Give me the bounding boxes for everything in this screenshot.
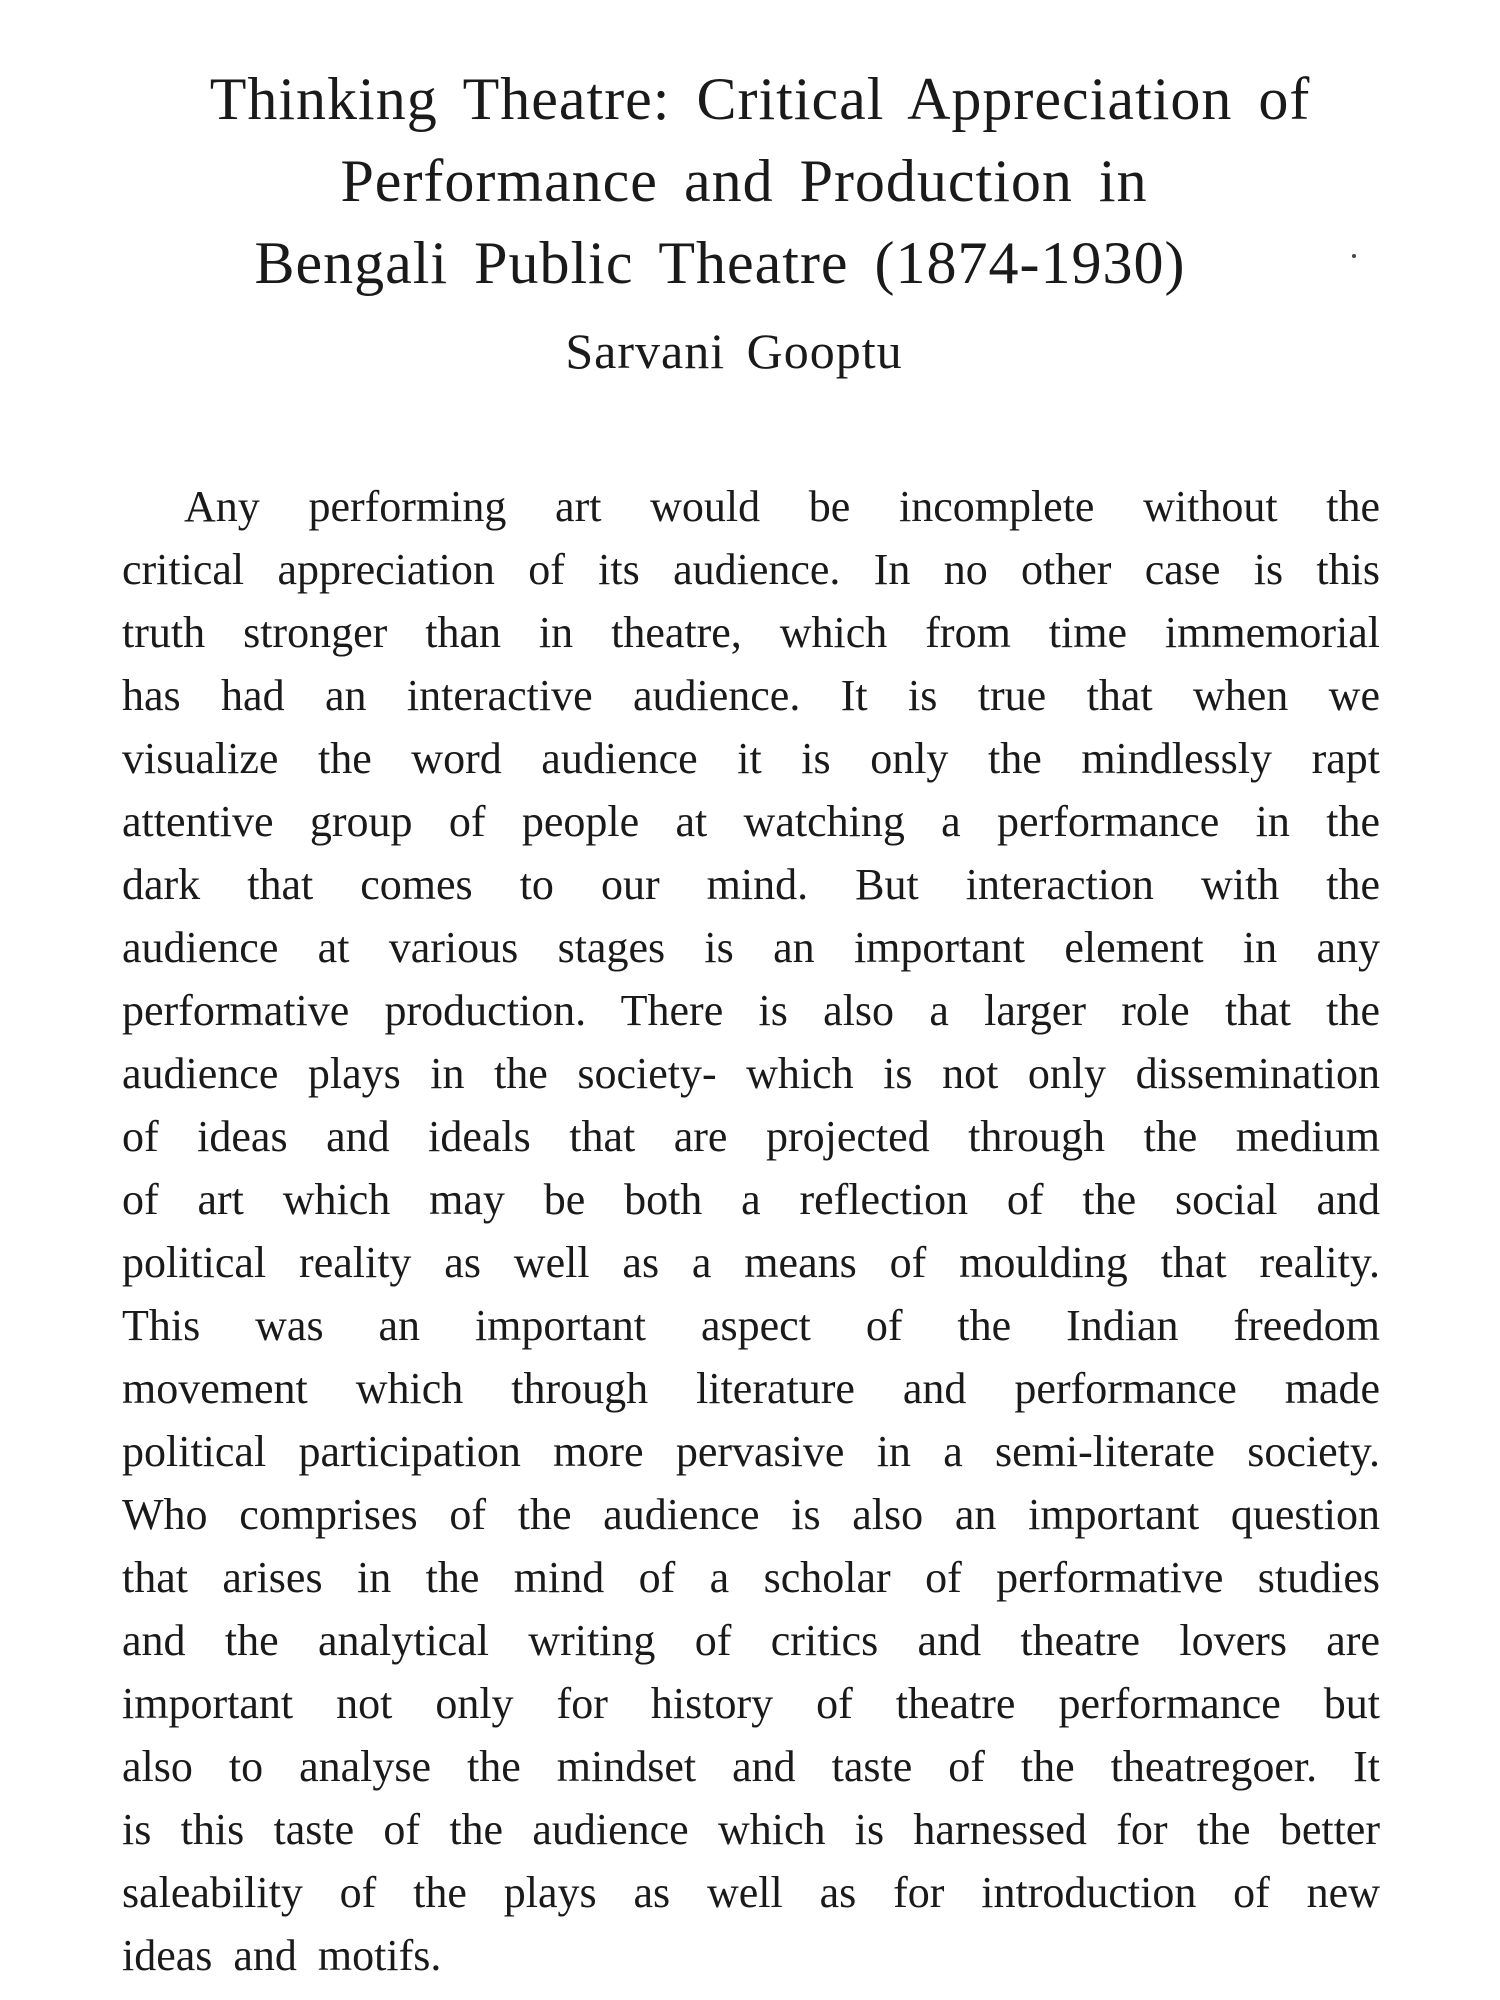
body-line: Who comprises of the audience is also an important question [122, 1490, 1380, 1539]
title-line-3: Bengali Public Theatre (1874-1930) [254, 230, 1186, 296]
body-line: ideas and motifs. [122, 1931, 442, 1980]
body-line: truth stronger than in theatre, which from time immemorial [122, 608, 1380, 657]
body-line: critical appreciation of its audience. In no other case is this [122, 545, 1380, 594]
body-paragraph [122, 475, 1380, 1987]
body-line: political participation more pervasive in a semi-literate society. [122, 1427, 1380, 1476]
body-line: of ideas and ideals that are projected through the medium [122, 1112, 1380, 1161]
title-line-2: Performance and Production in [340, 148, 1148, 214]
body-line: has had an interactive audience. It is true that when we [122, 671, 1380, 720]
body-line: is this taste of the audience which is harnessed for the better [122, 1805, 1380, 1854]
body-line: important not only for history of theatre performance but [122, 1679, 1380, 1728]
body-line: political reality as well as a means of moulding that reality. [122, 1238, 1380, 1287]
body-line: of art which may be both a reflection of the social and [122, 1175, 1380, 1224]
article-title [0, 58, 1500, 304]
author-name: Sarvani Gooptu [565, 323, 903, 379]
body-line: Any performing art would be incomplete without the [184, 482, 1380, 531]
body-line: performative production. There is also a larger role that the [122, 986, 1380, 1035]
body-line: also to analyse the mindset and taste of the theatregoer. It [122, 1742, 1380, 1791]
stray-dot-mark [1352, 254, 1356, 258]
body-line: that arises in the mind of a scholar of performative studies [122, 1553, 1380, 1602]
body-line: attentive group of people at watching a performance in the [122, 797, 1380, 846]
body-line: audience at various stages is an important element in any [122, 923, 1380, 972]
body-line: dark that comes to our mind. But interaction with the [122, 860, 1380, 909]
body-line: saleability of the plays as well as for introduction of new [122, 1868, 1380, 1917]
body-line: and the analytical writing of critics and theatre lovers are [122, 1616, 1380, 1665]
body-line: visualize the word audience it is only the mindlessly rapt [122, 734, 1380, 783]
body-line: movement which through literature and performance made [122, 1364, 1380, 1413]
body-line: audience plays in the society- which is not only dissemination [122, 1049, 1380, 1098]
body-line: This was an important aspect of the Indian freedom [122, 1301, 1380, 1350]
title-line-1: Thinking Theatre: Critical Appreciation of [209, 66, 1311, 132]
